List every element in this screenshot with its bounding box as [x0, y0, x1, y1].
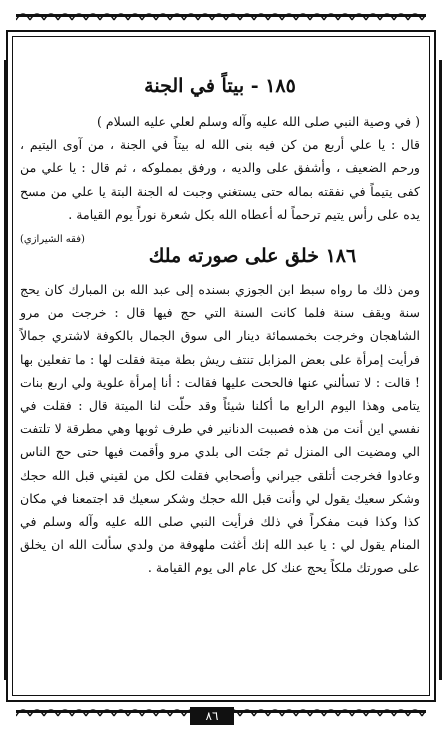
page-number: ٨٦	[190, 707, 234, 725]
article-185-citation: (فقه الشيرازي)	[20, 234, 85, 246]
article-185-text: قال : يا علي أربع من كن فيه بنى الله له بيتاً في الجنة ، من آوى اليتيم ، ورحم الضعيف ، وأشفق على والديه ، ورفق بمملوكه ، ثم قال : يا علي من كفى يتيماً في نفقته بماله حتى يستغني وجبت له الجنة البتة يا علي من مسح يده على رأس يتيم ترحماً له أعطاه الله بكل شعرة نوراً يوم القيامة .	[20, 137, 420, 222]
article-186-title: ١٨٦ خلق على صورته ملك	[148, 245, 357, 268]
page-content	[20, 46, 420, 580]
top-ornament	[16, 8, 426, 24]
article-185-body	[20, 133, 420, 246]
article-185-intro: ( في وصية النبي صلى الله عليه وآله وسلم لعلي عليه السلام )	[96, 114, 420, 129]
article-186-body: ومن ذلك ما رواه سبط ابن الجوزي بسنده إلى عبد الله بن المبارك كان يحج سنة ويقف سنة فلما كانت السنة التي حج فيها قال : خرجت من مرو الشاهجان وخرجت بخمسمائة دينار الى سوق الجمال بالكوفة لاشتري جمالاً فرأيت إمرأة على بعض المزابل تنتف ريش بطة ميتة فقلت لها : ما تفعلين بها ! قالت : لا تسألني عنها فالححت عليها فقالت : أنا إمرأة علوية ولي اربع بنات يتامى وهذا اليوم الرابع ما أكلنا شيئاً وقد حلّت لنا الميتة قال : فقلت في نفسي اين أنت من هذه فصببت الدنانير في طرف ثوبها وهي مطرقة لا تلتفت الي ومضيت الى المنزل ثم جئت الى بلدي مرو وأقمت فيها حتى حج الناس وعادوا فخرجت أتلقى جيراني وأصحابي فقلت لكل من لقيني قبل الله حجك وشكر سعيك يقول لي وأنت قبل الله حجك وشكر سعيك قد اجتمعنا في مكان كذا وكذا فبت مفكراً في ذلك فرأيت النبي صلى الله عليه وآله وسلم في المنام يقول لي : يا عبد الله إنك أغثت ملهوفة من ولدي سألت الله ان يخلق على صورتك ملكاً يحج عنك كل عام الى يوم القيامة .	[20, 282, 420, 576]
article-185-title: ١٨٥ - بيتاً في الجنة	[144, 75, 296, 97]
